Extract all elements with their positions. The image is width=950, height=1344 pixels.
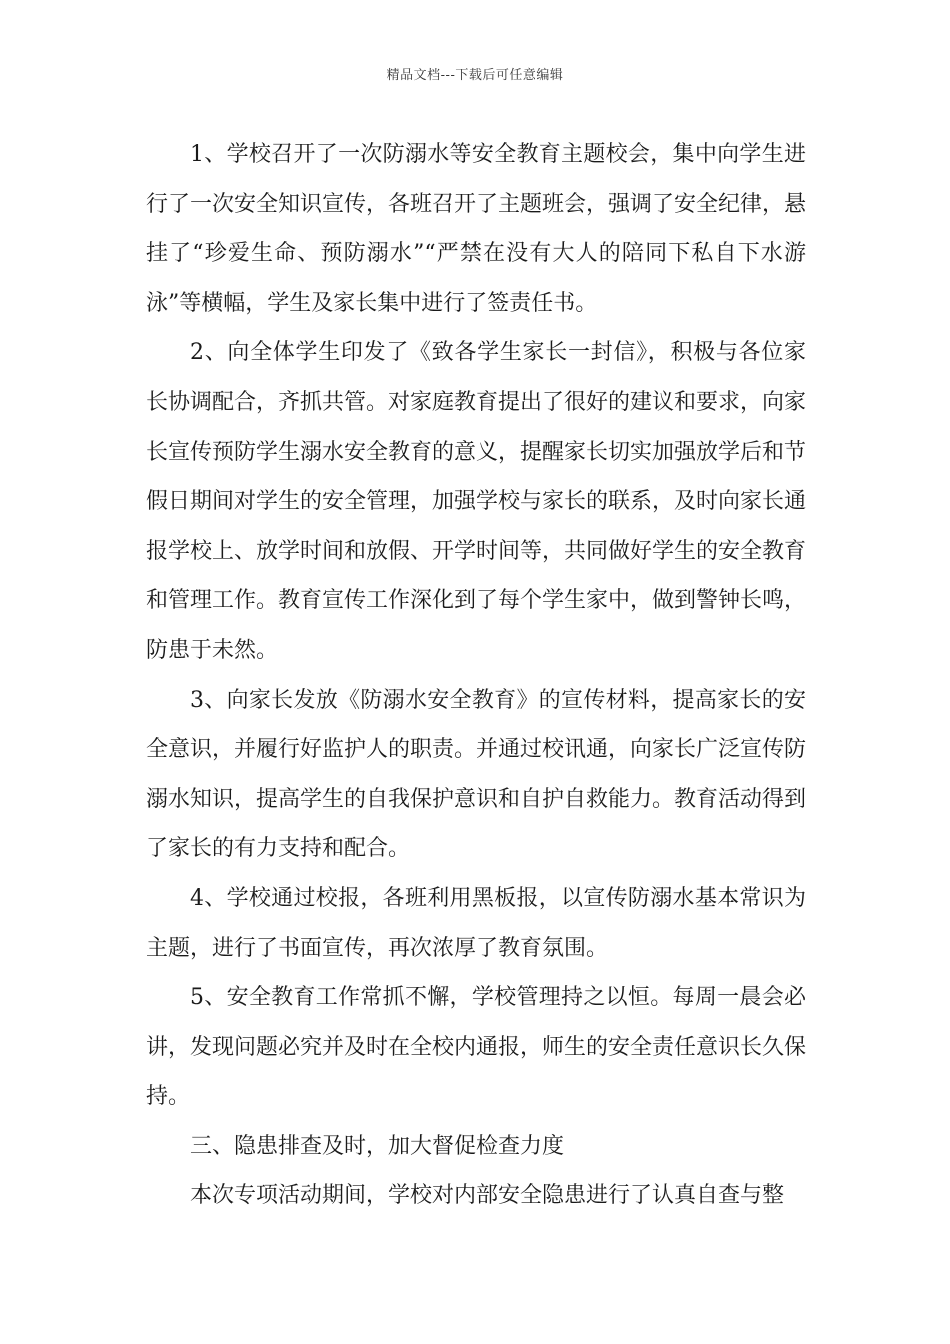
page-header: 精品文档---下载后可任意编辑 [386,68,564,83]
paragraph-4: 4、学校通过校报，各班利用黑板报，以宣传防溺水基本常识为主题，进行了书面宣传，再次浓厚了教育氛围。 [146,885,806,961]
section-heading: 三、隐患排查及时，加大督促检查力度 [190,1133,565,1159]
paragraph-5: 5、安全教育工作常抓不懈，学校管理持之以恒。每周一晨会必讲，发现问题必究并及时在全校内通报，师生的安全责任意识长久保持。 [146,985,807,1110]
paragraph-2: 2、向全体学生印发了《致各学生家长一封信》，积极与各位家长协调配合，齐抓共管。对家庭教育提出了很好的建议和要求，向家长宣传预防学生溺水安全教育的意义，提醒家长切实加强放学后和节假日期间对学生的安全管理，加强学校与家长的联系，及时向家长通报学校上、放学时间和放假、开学时间等，共同做好学生的安全教育和管理工作。教育宣传工作深化到了每个学生家中，做到警钟长鸣，防患于未然。 [146,340,807,663]
paragraph-1: 1、学校召开了一次防溺水等安全教育主题校会，集中向学生进行了一次安全知识宣传，各班召开了主题班会，强调了安全纪律，悬挂了“珍爱生命、预防溺水”“严禁在没有大人的陪同下私自下水游泳”等横幅，学生及家长集中进行了签责任书。 [146,142,807,316]
closing-paragraph: 本次专项活动期间，学校对内部安全隐患进行了认真自查与整 [190,1183,785,1209]
paragraph-3: 3、向家长发放《防溺水安全教育》的宣传材料，提高家长的安全意识，并履行好监护人的职责。并通过校讯通，向家长广泛宣传防溺水知识，提高学生的自我保护意识和自护自救能力。教育活动得到了家长的有力支持和配合。 [146,687,807,862]
document-body [146,130,806,1221]
